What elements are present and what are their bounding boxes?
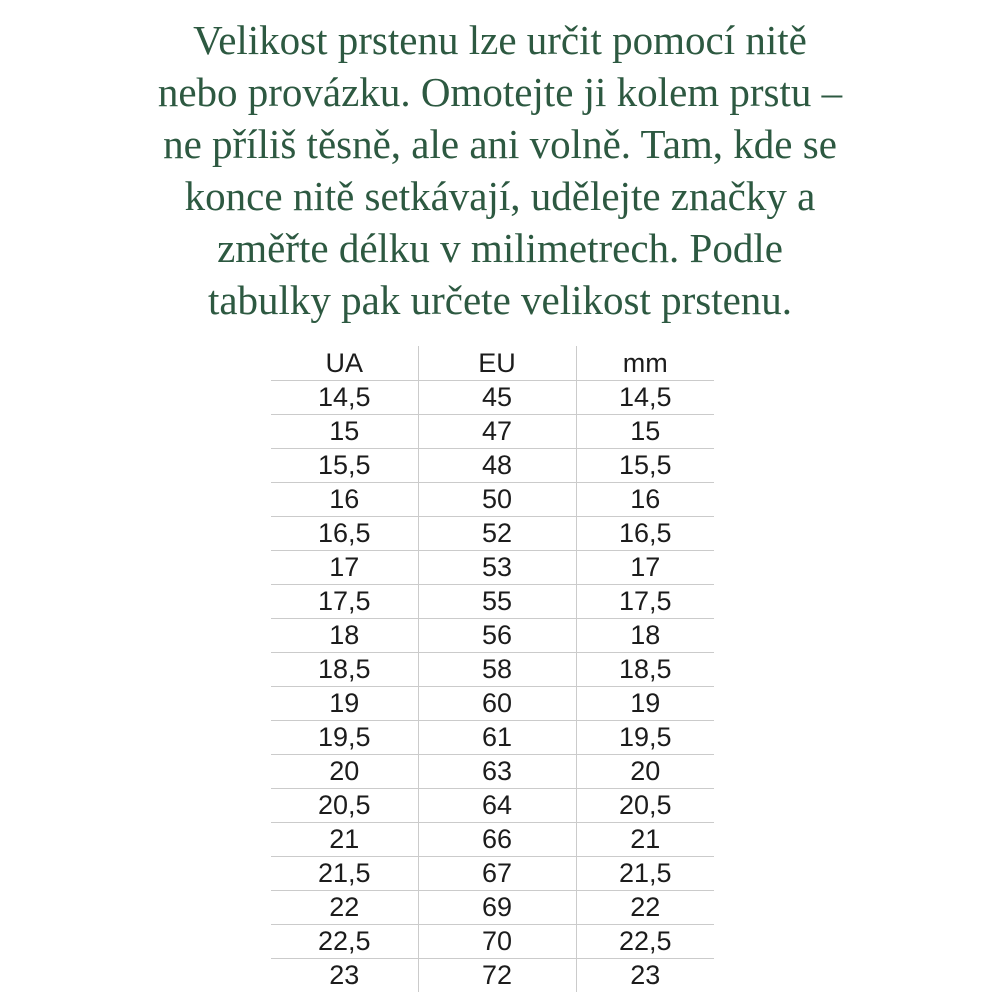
table-cell: 53 (418, 551, 576, 585)
table-cell: 17,5 (576, 585, 714, 619)
table-row (271, 381, 714, 415)
table-cell: 22,5 (576, 925, 714, 959)
table-cell: 15,5 (271, 449, 418, 483)
intro-line: konce nitě setkávají, udělejte značky a (184, 173, 816, 219)
table-cell: 19,5 (576, 721, 714, 755)
table-cell: 64 (418, 789, 576, 823)
table-cell: 20 (576, 755, 714, 789)
table-cell: 15 (271, 415, 418, 449)
table-cell: 56 (418, 619, 576, 653)
table-row (271, 721, 714, 755)
table-cell: 50 (418, 483, 576, 517)
table-row (271, 687, 714, 721)
table-cell: 70 (418, 925, 576, 959)
table-row (271, 585, 714, 619)
table-cell: 20,5 (576, 789, 714, 823)
table-cell: 55 (418, 585, 576, 619)
table-cell: 23 (329, 960, 360, 990)
table-cell: 69 (418, 891, 576, 925)
table-row (271, 551, 714, 585)
table-cell: 22,5 (271, 925, 418, 959)
intro-line: tabulky pak určete velikost prstenu. (207, 277, 793, 323)
table-row (271, 517, 714, 551)
table-cell: 18 (271, 619, 418, 653)
table-cell: 52 (418, 517, 576, 551)
table-cell: 19 (271, 687, 418, 721)
table-row (271, 653, 714, 687)
table-cell: 16,5 (271, 517, 418, 551)
table-cell: 58 (418, 653, 576, 687)
table-cell: 15,5 (576, 449, 714, 483)
column-header-mm: mm (576, 346, 714, 381)
table-row (271, 925, 714, 959)
intro-text (0, 0, 1000, 326)
column-header-eu: EU (418, 346, 576, 381)
table-cell: 21 (576, 823, 714, 857)
table-row (271, 857, 714, 891)
table-cell: 16 (576, 483, 714, 517)
table-cell: 21,5 (576, 857, 714, 891)
table-cell: 19 (576, 687, 714, 721)
table-row (271, 823, 714, 857)
table-cell: 21,5 (271, 857, 418, 891)
table-cell: 14,5 (576, 381, 714, 415)
table-cell: 60 (418, 687, 576, 721)
table-cell: 47 (418, 415, 576, 449)
table-cell: 66 (418, 823, 576, 857)
intro-line: nebo provázku. Omotejte ji kolem prstu – (157, 69, 843, 115)
column-header-ua: UA (271, 346, 418, 381)
table-row (271, 959, 714, 993)
table-cell: 22 (576, 891, 714, 925)
table-row (271, 415, 714, 449)
table-cell: 17 (576, 551, 714, 585)
table-cell: 67 (418, 857, 576, 891)
intro-line: ne příliš těsně, ale ani volně. Tam, kde se (163, 121, 837, 167)
table-cell: 19,5 (271, 721, 418, 755)
table-cell: 15 (576, 415, 714, 449)
table-cell: 16,5 (576, 517, 714, 551)
table-row (271, 891, 714, 925)
table-row (271, 789, 714, 823)
table-cell: 22 (271, 891, 418, 925)
table-row (271, 755, 714, 789)
table-cell: 17,5 (271, 585, 418, 619)
ring-size-table (271, 346, 714, 992)
table-cell: 61 (418, 721, 576, 755)
table-cell: 63 (418, 755, 576, 789)
table-row (271, 619, 714, 653)
table-cell: 17 (271, 551, 418, 585)
table-cell: 16 (271, 483, 418, 517)
table-cell: 72 (418, 959, 576, 993)
table-row (271, 449, 714, 483)
intro-line: Velikost prstenu lze určit pomocí nitě (193, 17, 807, 63)
table-cell: 18 (576, 619, 714, 653)
table-cell: 45 (418, 381, 576, 415)
table-cell: 14,5 (271, 381, 418, 415)
table-cell: 18,5 (271, 653, 418, 687)
table-row (271, 483, 714, 517)
intro-line: změřte délku v milimetrech. Podle (217, 225, 783, 271)
table-header-row (271, 346, 714, 381)
table-cell: 20,5 (271, 789, 418, 823)
table-cell: 23 (630, 960, 661, 990)
size-table-body (271, 381, 714, 993)
table-cell: 20 (271, 755, 418, 789)
table-cell: 18,5 (576, 653, 714, 687)
table-cell: 21 (271, 823, 418, 857)
table-cell: 48 (418, 449, 576, 483)
